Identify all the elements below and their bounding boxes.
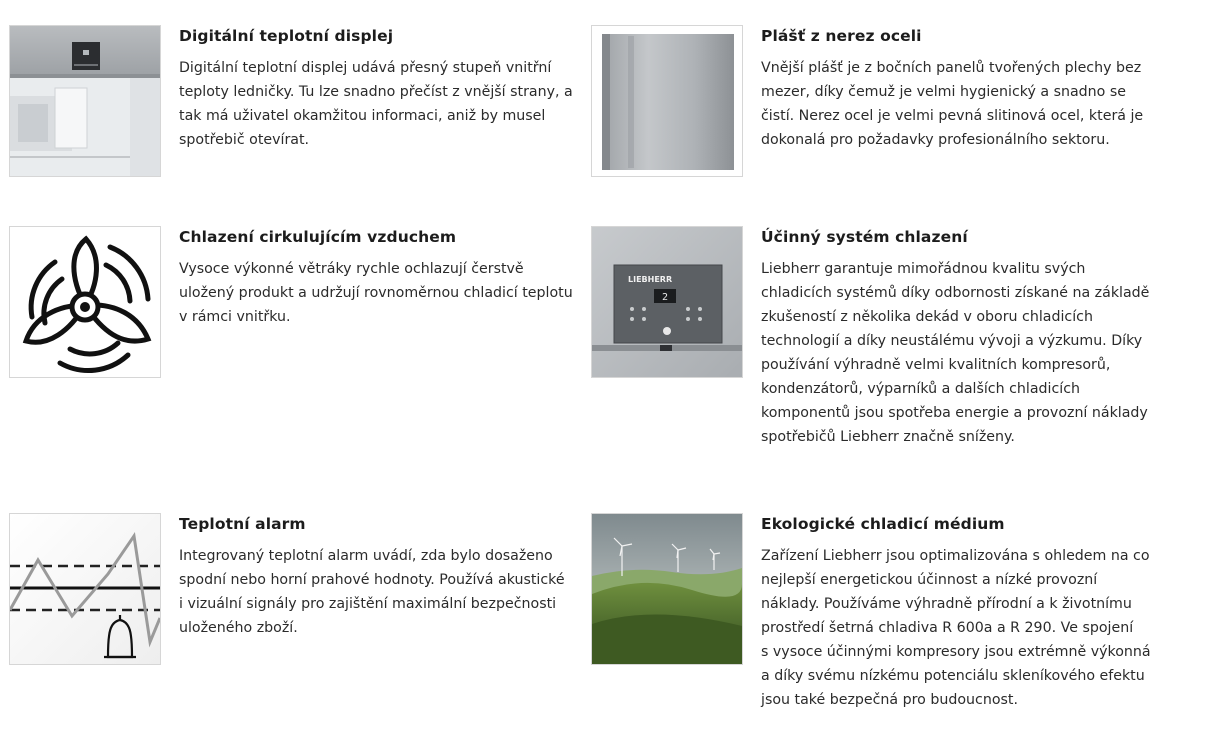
feature-description [761, 56, 1171, 152]
stainless-steel-cabinet-photo [591, 25, 743, 177]
feature-description [179, 544, 589, 640]
description-line: Zařízení Liebherr jsou optimalizována s ohledem na co [761, 548, 1150, 564]
feature-title: Teplotní alarm [179, 515, 306, 533]
description-line: komponentů jsou spotřeba energie a provozní náklady [761, 405, 1148, 421]
description-line: zkušeností z několika dekád v oboru chladicích [761, 309, 1093, 325]
description-line: uloženého zboží. [179, 620, 298, 636]
description-line: technologií a díky neustálému vývoji a výzkumu. Díky [761, 333, 1143, 349]
description-line: chladicích systémů díky odbornosti získané na základě [761, 285, 1150, 301]
description-line: spotřebič otevírat. [179, 132, 310, 148]
description-line: Vysoce výkonné větráky rychle ochlazují čerstvě [179, 261, 524, 277]
description-line: Integrovaný teplotní alarm uvádí, zda bylo dosaženo [179, 548, 553, 564]
wind-turbines-landscape-photo [591, 513, 743, 665]
description-line: prostředí šetrná chladiva R 600a a R 290. Ve spojení [761, 620, 1134, 636]
feature-title: Účinný systém chlazení [761, 228, 968, 246]
description-line: teploty ledničky. Tu lze snadno přečíst z vnější strany, a [179, 84, 573, 100]
feature-title: Plášť z nerez oceli [761, 27, 922, 45]
description-line: Vnější plášť je z bočních panelů tvořených plechy bez [761, 60, 1142, 76]
description-line: v rámci vnitřku. [179, 309, 291, 325]
panel-brand-text: LIEBHERR [628, 275, 673, 284]
feature-title: Digitální teplotní displej [179, 27, 394, 45]
feature-title: Chlazení cirkulujícím vzduchem [179, 228, 457, 246]
fan-icon [9, 226, 161, 378]
description-line: tak má uživatel okamžitou informaci, aniž by musel [179, 108, 546, 124]
description-line: spotřebičů Liebherr značně sníženy. [761, 429, 1015, 445]
description-line: jsou také bezpečná pro budoucnost. [761, 692, 1018, 708]
fridge-digital-display-photo [9, 25, 161, 177]
feature-description [761, 257, 1171, 449]
description-line: čistí. Nerez ocel je velmi pevná slitinová ocel, která je [761, 108, 1144, 124]
description-line: nejlepší energetickou účinnost a nízké provozní [761, 572, 1098, 588]
temperature-alarm-chart-icon [9, 513, 161, 665]
control-panel-photo [591, 226, 743, 378]
feature-description [179, 257, 589, 329]
description-line: Digitální teplotní displej udává přesný stupeň vnitřní [179, 60, 552, 76]
description-line: a díky svému nízkému potenciálu skleníkového efektu [761, 668, 1145, 684]
description-line: s vysoce účinnými kompresory jsou extrémně výkonná [761, 644, 1151, 660]
description-line: uložený produkt a udržují rovnoměrnou chladicí teplotu [179, 285, 573, 301]
description-line: spodní nebo horní prahové hodnoty. Používá akustické [179, 572, 565, 588]
description-line: i vizuální signály pro zajištění maximální bezpečnosti [179, 596, 557, 612]
description-line: používání výhradně velmi kvalitních kompresorů, [761, 357, 1111, 373]
description-line: Liebherr garantuje mimořádnou kvalitu svých [761, 261, 1086, 277]
feature-description [761, 544, 1171, 712]
feature-description [179, 56, 589, 152]
description-line: mezer, díky čemuž je velmi hygienický a snadno se [761, 84, 1126, 100]
feature-title: Ekologické chladicí médium [761, 515, 1005, 533]
panel-readout: 2 [662, 292, 669, 303]
description-line: kondenzátorů, výparníků a dalších chladicích [761, 381, 1081, 397]
description-line: dokonalá pro požadavky profesionálního sektoru. [761, 132, 1110, 148]
description-line: náklady. Používáme výhradně přírodní a k životnímu [761, 596, 1132, 612]
